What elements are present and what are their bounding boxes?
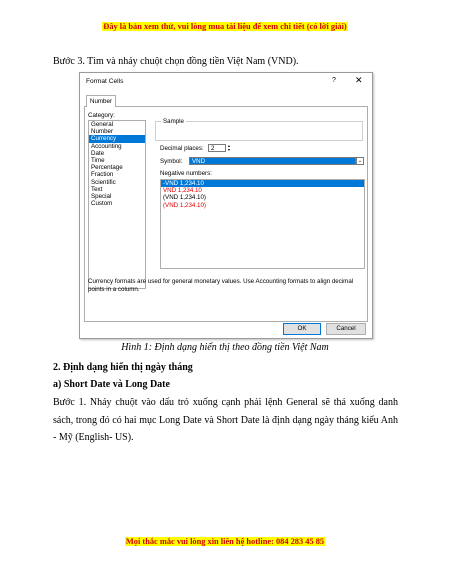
category-item[interactable]: Fraction: [91, 171, 114, 179]
figure-caption: Hình 1: Định dạng hiển thị theo đồng tiền Việt Nam: [121, 342, 329, 353]
decimal-spinner-arrows[interactable]: [226, 144, 232, 152]
section-heading: 2. Định dạng hiển thị ngày tháng: [53, 362, 193, 373]
negative-format-item[interactable]: VND 1,234.10: [163, 187, 202, 195]
sample-label: Sample: [163, 118, 184, 125]
category-item[interactable]: Number: [91, 128, 114, 136]
currency-description: Currency formats are used for general monetary values. Use Accounting formats to align decimal points in a column.: [88, 278, 354, 293]
category-list[interactable]: [88, 120, 146, 289]
tab-number[interactable]: Number: [86, 95, 116, 107]
category-item[interactable]: Percentage: [91, 164, 123, 172]
category-item[interactable]: Accounting: [91, 142, 122, 150]
category-item[interactable]: Currency: [89, 135, 145, 142]
format-cells-dialog: [79, 72, 373, 339]
dialog-title: Format Cells: [86, 78, 124, 85]
chevron-down-icon[interactable]: ⌄: [357, 158, 363, 164]
spin-up-icon[interactable]: ▲: [227, 144, 231, 148]
sample-group: [155, 118, 363, 141]
category-item[interactable]: Scientific: [91, 178, 116, 186]
step-3-text: Bước 3. Tìm và nháy chuột chọn đồng tiền Việt Nam (VND).: [53, 56, 299, 67]
help-button[interactable]: ?: [332, 77, 336, 84]
decimal-places-label: Decimal places:: [160, 145, 204, 152]
close-icon[interactable]: ✕: [355, 75, 363, 85]
negative-format-item[interactable]: -VND 1,234.10: [161, 180, 364, 187]
category-item[interactable]: Date: [91, 149, 105, 157]
symbol-label: Symbol:: [160, 158, 183, 165]
decimal-places-input[interactable]: 2: [208, 144, 226, 152]
category-label: Category:: [88, 112, 115, 119]
hotline-banner: [0, 537, 450, 546]
symbol-select[interactable]: [189, 157, 356, 165]
negative-format-item[interactable]: (VND 1,234.10): [163, 201, 206, 209]
ok-button[interactable]: OK: [283, 323, 321, 335]
preview-banner-text: Đây là bản xem thử, vui lòng mua tài liệu để xem chi tiết (có lời giải): [103, 22, 347, 31]
category-item[interactable]: Special: [91, 192, 112, 200]
symbol-value: VND: [192, 158, 206, 165]
category-item[interactable]: Custom: [91, 200, 113, 208]
hotline-text: Mọi thắc mắc vui lòng xin liên hệ hotline: 084 283 45 85: [125, 537, 325, 546]
negative-numbers-label: Negative numbers:: [160, 170, 212, 177]
spin-down-icon[interactable]: ▼: [227, 148, 231, 152]
category-item[interactable]: Time: [91, 156, 105, 164]
category-item[interactable]: General: [91, 121, 114, 128]
preview-banner: [0, 22, 450, 31]
step-1-text: Bước 1. Nháy chuột vào dấu trỏ xuống cạnh phải lệnh General sẽ thả xuống danh sách, trong đó có hai mục Long Date và Short Date là định dạng ngày tháng kiểu Anh - Mỹ (English- US).: [53, 397, 398, 443]
negative-format-item[interactable]: (VND 1,234.10): [163, 194, 206, 202]
negative-numbers-list[interactable]: [160, 179, 365, 269]
cancel-button[interactable]: Cancel: [326, 323, 366, 335]
subsection-heading: a) Short Date và Long Date: [53, 379, 170, 390]
category-item[interactable]: Text: [91, 185, 103, 193]
